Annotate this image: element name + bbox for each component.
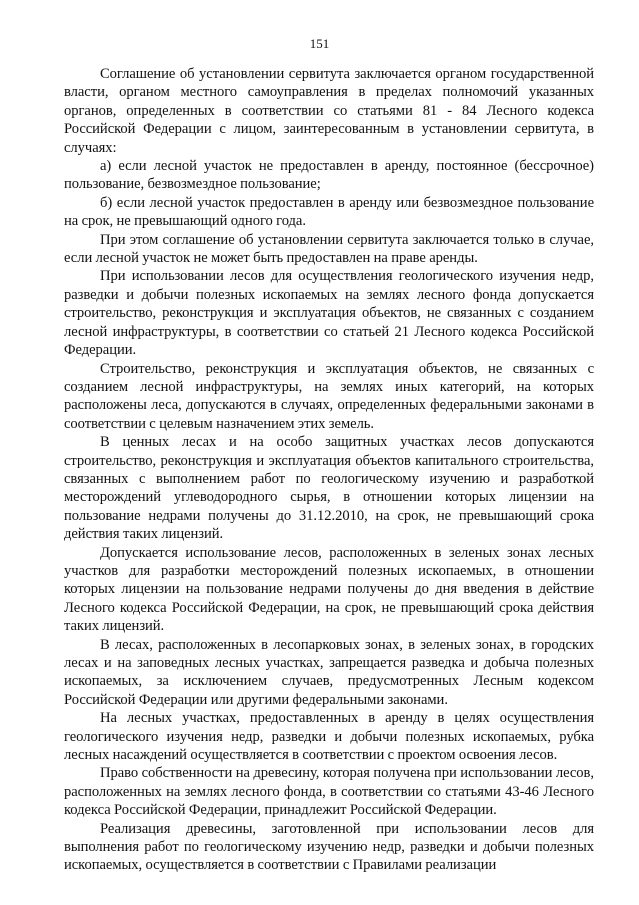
- paragraph-other-categories: Строительство, реконструкция и эксплуатация объектов, не связанных с созданием лесной инфраструктуры, на землях иных категорий, на которых расположены леса, допускаются в случаях, определенных федеральными законами в соответствии с целевым назначением этих земель.: [64, 360, 594, 432]
- paragraph-prohibited-zones: В лесах, расположенных в лесопарковых зонах, в зеленых зонах, в городских лесах и на заповедных лесных участках, запрещается разведка и добыча полезных ископаемых, за исключением случаев, предусмотренных Лесным кодексом Российской Федерации или другими федеральными законами.: [64, 636, 594, 708]
- paragraph-case-b: б) если лесной участок предоставлен в аренду или безвозмездное пользование на срок, не превышающий одного года.: [64, 194, 594, 230]
- paragraph-green-zones: Допускается использование лесов, расположенных в зеленых зонах лесных участков для разработки месторождений полезных ископаемых, в отношении которых лицензии на пользование недрами получены до дня введения в действие Лесного кодекса Российской Федерации, на срок, не превышающий срока действия таких лицензий.: [64, 544, 594, 635]
- paragraph-case-a: а) если лесной участок не предоставлен в аренду, постоянное (бессрочное) пользование, безвозмездное пользование;: [64, 158, 594, 193]
- paragraph-logging: На лесных участках, предоставленных в аренду в целях осуществления геологического изучения недр, разведки и добычи полезных ископаемых, рубка лесных насаждений осуществляется в соответствии с проектом освоения лесов.: [64, 710, 594, 764]
- paragraph-timber-sale: Реализация древесины, заготовленной при использовании лесов для выполнения работ по геологическому изучению недр, разведки и добычи полезных ископаемых, осуществляется в соответствии с Правилами реализации: [64, 820, 594, 874]
- document-body: [64, 65, 594, 875]
- paragraph-valuable-forests: В ценных лесах и на особо защитных участках лесов допускаются строительство, реконструкция и эксплуатация объектов капитального строительства, связанных с выполнением работ по геологическому изучению и разработкой месторождений углеводородного сырья, в отношении которых лицензии на пользование недрами получены до 31.12.2010, на срок, не превышающий срока действия таких лицензий.: [64, 434, 594, 543]
- paragraph-geological-use: При использовании лесов для осуществления геологического изучения недр, разведки и добычи полезных ископаемых на землях лесного фонда допускается строительство, реконструкция и эксплуатация объектов, не связанных с созданием лесной инфраструктуры, в соответствии со статьей 21 Лесного кодекса Российской Федерации.: [64, 268, 594, 359]
- page-number: 151: [309, 36, 330, 51]
- paragraph-servitude-agreement: Соглашение об установлении сервитута заключается органом государственной власти, органом местного самоуправления в пределах полномочий указанных органов, определенных в соответствии со статьями 81 - 84 Лесного кодекса Российской Федерации с лицом, заинтересованным в установлении сервитута, в случаях:: [64, 66, 594, 156]
- paragraph-timber-ownership: Право собственности на древесину, которая получена при использовании лесов, расположенных на землях лесного фонда, в соответствии со статьями 43-46 Лесного кодекса Российской Федерации, принадлежит Российской Федерации.: [64, 765, 594, 819]
- paragraph-lease-condition: При этом соглашение об установлении сервитута заключается только в случае, если лесной участок не может быть предоставлен на праве аренды.: [64, 231, 594, 267]
